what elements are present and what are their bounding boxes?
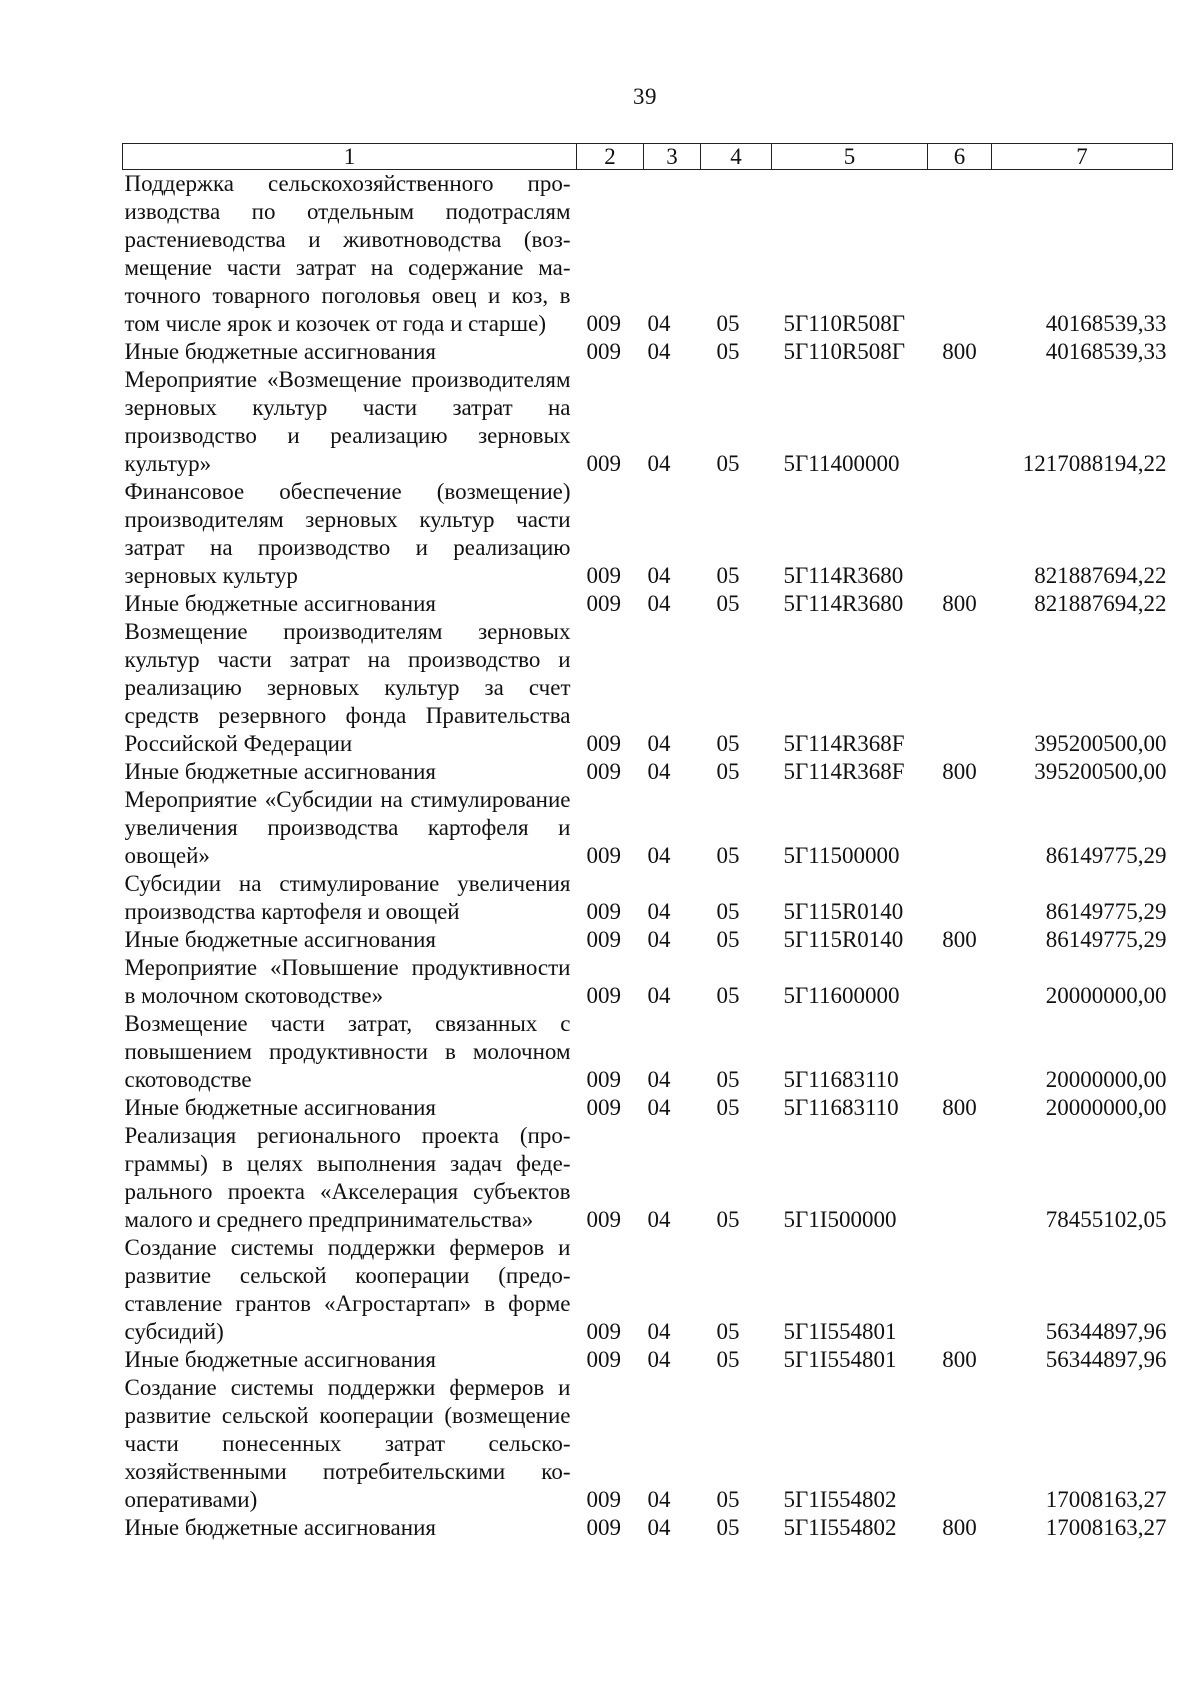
row-grbs-code: 009 [586, 843, 621, 868]
header-col-7: 7 [992, 144, 1173, 170]
row-section-code: 04 [647, 591, 671, 616]
row-grbs-code: 009 [586, 899, 621, 924]
row-subsection-code: 05 [716, 1095, 740, 1120]
row-target-article: 5Г114R368F [783, 731, 905, 756]
table-row [123, 870, 1173, 926]
row-amount: 86149775,29 [1045, 927, 1167, 952]
row-subsection-code: 05 [716, 311, 740, 336]
header-col-3: 3 [644, 144, 701, 170]
row-amount: 1217088194,22 [1022, 451, 1167, 476]
row-expense-type: 800 [942, 1095, 977, 1120]
row-target-article: 5Г115R0140 [783, 899, 904, 924]
row-amount: 17008163,27 [1045, 1487, 1167, 1512]
row-subsection-code: 05 [716, 843, 740, 868]
row-grbs-code: 009 [586, 1319, 621, 1344]
row-expense-type [928, 366, 992, 478]
header-col-1: 1 [123, 144, 577, 170]
row-section-code: 04 [647, 843, 671, 868]
row-description: Субсидии на стимулирование увеличения производства картофеля и овощей [124, 871, 571, 924]
row-target-article: 5Г11500000 [783, 843, 900, 868]
row-expense-type [928, 1122, 992, 1234]
row-section-code: 04 [647, 1487, 671, 1512]
row-section-code: 04 [647, 983, 671, 1008]
row-target-article: 5Г11683110 [783, 1095, 899, 1120]
row-target-article: 5Г114R368F [783, 759, 905, 784]
row-grbs-code: 009 [586, 1067, 621, 1092]
row-subsection-code: 05 [716, 983, 740, 1008]
row-amount: 86149775,29 [1045, 843, 1167, 868]
header-col-5: 5 [772, 144, 928, 170]
row-section-code: 04 [647, 1207, 671, 1232]
row-description: Иные бюджетные ассигнования [124, 759, 436, 784]
header-col-4: 4 [701, 144, 772, 170]
table-row [123, 1010, 1173, 1094]
row-target-article: 5Г115R0140 [783, 927, 904, 952]
row-grbs-code: 009 [586, 451, 621, 476]
row-target-article: 5Г114R3680 [783, 591, 904, 616]
row-grbs-code: 009 [586, 1095, 621, 1120]
row-description: Возмещение части затрат, связанных с повышением продуктивности в молочном скотоводстве [124, 1011, 571, 1092]
row-amount: 17008163,27 [1045, 1515, 1167, 1540]
row-description: Иные бюджетные ассигнования [124, 339, 436, 364]
row-amount: 821887694,22 [1034, 563, 1167, 588]
row-target-article: 5Г114R3680 [783, 563, 904, 588]
row-section-code: 04 [647, 1347, 671, 1372]
table-row [123, 1094, 1173, 1122]
row-grbs-code: 009 [586, 1515, 621, 1540]
row-description: Иные бюджетные ассигнования [124, 1515, 436, 1540]
row-description: Мероприятие «Субсидии на стимулирование увеличения производства картофеля и овощей» [124, 787, 571, 868]
table-header [123, 144, 1173, 170]
row-grbs-code: 009 [586, 1207, 621, 1232]
row-amount: 821887694,22 [1034, 591, 1167, 616]
row-description: Создание системы поддержки фермеров и развитие сельской кооперации (предоставление грантов «Агростартап» в форме субсидий) [124, 1235, 571, 1344]
row-grbs-code: 009 [586, 759, 621, 784]
table-row [123, 758, 1173, 786]
row-expense-type: 800 [942, 1347, 977, 1372]
table-row [123, 618, 1173, 758]
row-expense-type [928, 170, 992, 339]
row-subsection-code: 05 [716, 591, 740, 616]
row-section-code: 04 [647, 759, 671, 784]
row-target-article: 5Г11400000 [783, 451, 900, 476]
row-grbs-code: 009 [586, 983, 621, 1008]
row-amount: 40168539,33 [1045, 311, 1167, 336]
row-expense-type [928, 1010, 992, 1094]
table-row [123, 590, 1173, 618]
row-expense-type: 800 [942, 591, 977, 616]
row-section-code: 04 [647, 1095, 671, 1120]
row-grbs-code: 009 [586, 927, 621, 952]
row-expense-type: 800 [942, 1515, 977, 1540]
budget-table-container [122, 143, 1172, 1542]
row-target-article: 5Г1I500000 [783, 1207, 897, 1232]
row-subsection-code: 05 [716, 1207, 740, 1232]
table-row [123, 366, 1173, 478]
row-description: Финансовое обеспечение (возмещение) производителям зерновых культур части затрат на производство и реализацию зерновых культур [124, 479, 571, 588]
row-subsection-code: 05 [716, 899, 740, 924]
row-expense-type: 800 [942, 339, 977, 364]
row-expense-type [928, 618, 992, 758]
table-row [123, 954, 1173, 1010]
row-target-article: 5Г110R508Г [783, 311, 906, 336]
row-expense-type [928, 1234, 992, 1346]
table-row [123, 1234, 1173, 1346]
row-expense-type [928, 478, 992, 590]
row-description: Иные бюджетные ассигнования [124, 1095, 436, 1120]
row-subsection-code: 05 [716, 927, 740, 952]
row-subsection-code: 05 [716, 451, 740, 476]
row-section-code: 04 [647, 1515, 671, 1540]
row-expense-type [928, 1374, 992, 1514]
header-col-6: 6 [928, 144, 992, 170]
table-body [123, 170, 1173, 1543]
row-expense-type [928, 786, 992, 870]
table-row [123, 926, 1173, 954]
table-row [123, 1514, 1173, 1542]
row-description: Поддержка сельскохозяйственного производства по отдельным подотраслям растениеводства и животноводства (возмещение части затрат на содержание маточного товарного поголовья овец и коз, в том числе ярок и козочек от года и старше) [124, 171, 571, 336]
table-row [123, 170, 1173, 339]
table-row [123, 1122, 1173, 1234]
row-target-article: 5Г11600000 [783, 983, 900, 1008]
row-description: Иные бюджетные ассигнования [124, 927, 436, 952]
row-section-code: 04 [647, 563, 671, 588]
row-subsection-code: 05 [716, 1347, 740, 1372]
row-target-article: 5Г110R508Г [783, 339, 906, 364]
row-subsection-code: 05 [716, 1487, 740, 1512]
row-expense-type [928, 870, 992, 926]
header-col-2: 2 [577, 144, 644, 170]
row-target-article: 5Г11683110 [783, 1067, 899, 1092]
table-row [123, 786, 1173, 870]
row-amount: 20000000,00 [1045, 1067, 1167, 1092]
row-amount: 86149775,29 [1045, 899, 1167, 924]
row-grbs-code: 009 [586, 1487, 621, 1512]
table-row [123, 1374, 1173, 1514]
row-section-code: 04 [647, 927, 671, 952]
row-subsection-code: 05 [716, 339, 740, 364]
row-amount: 78455102,05 [1045, 1207, 1167, 1232]
row-amount: 40168539,33 [1045, 339, 1167, 364]
row-grbs-code: 009 [586, 731, 621, 756]
header-row [123, 144, 1173, 170]
row-expense-type [928, 954, 992, 1010]
row-description: Иные бюджетные ассигнования [124, 1347, 436, 1372]
row-description: Мероприятие «Повышение продуктивности в молочном скотоводстве» [124, 955, 571, 1008]
row-subsection-code: 05 [716, 1319, 740, 1344]
row-expense-type: 800 [942, 759, 977, 784]
row-target-article: 5Г1I554801 [783, 1347, 897, 1372]
row-amount: 20000000,00 [1045, 983, 1167, 1008]
row-description: Мероприятие «Возмещение производителям зерновых культур части затрат на производство и реализацию зерновых культур» [124, 367, 571, 476]
budget-table [122, 143, 1173, 1542]
row-amount: 395200500,00 [1034, 759, 1167, 784]
row-section-code: 04 [647, 1319, 671, 1344]
row-grbs-code: 009 [586, 311, 621, 336]
table-row [123, 338, 1173, 366]
row-description: Реализация регионального проекта (программы) в целях выполнения задач федерального проекта «Акселерация субъектов малого и среднего предпринимательства» [124, 1123, 571, 1232]
row-section-code: 04 [647, 1067, 671, 1092]
row-amount: 20000000,00 [1045, 1095, 1167, 1120]
row-target-article: 5Г1I554802 [783, 1515, 897, 1540]
row-expense-type: 800 [942, 927, 977, 952]
row-grbs-code: 009 [586, 339, 621, 364]
table-row [123, 478, 1173, 590]
row-amount: 56344897,96 [1045, 1319, 1167, 1344]
row-section-code: 04 [647, 451, 671, 476]
row-grbs-code: 009 [586, 563, 621, 588]
row-grbs-code: 009 [586, 1347, 621, 1372]
row-section-code: 04 [647, 731, 671, 756]
page-number: 39 [633, 84, 657, 109]
table-row [123, 1346, 1173, 1374]
row-subsection-code: 05 [716, 731, 740, 756]
row-description: Иные бюджетные ассигнования [124, 591, 436, 616]
row-description: Создание системы поддержки фермеров и развитие сельской кооперации (возмещение части понесенных затрат сельскохозяйственными потребительскими кооперативами) [124, 1375, 571, 1512]
row-target-article: 5Г1I554802 [783, 1487, 897, 1512]
row-subsection-code: 05 [716, 1067, 740, 1092]
row-section-code: 04 [647, 899, 671, 924]
row-subsection-code: 05 [716, 1515, 740, 1540]
row-amount: 395200500,00 [1034, 731, 1167, 756]
row-description: Возмещение производителям зерновых культур части затрат на производство и реализацию зерновых культур за счет средств резервного фонда Правительства Российской Федерации [124, 619, 571, 756]
row-section-code: 04 [647, 339, 671, 364]
row-section-code: 04 [647, 311, 671, 336]
row-target-article: 5Г1I554801 [783, 1319, 897, 1344]
row-grbs-code: 009 [586, 591, 621, 616]
row-amount: 56344897,96 [1045, 1347, 1167, 1372]
row-subsection-code: 05 [716, 563, 740, 588]
row-subsection-code: 05 [716, 759, 740, 784]
